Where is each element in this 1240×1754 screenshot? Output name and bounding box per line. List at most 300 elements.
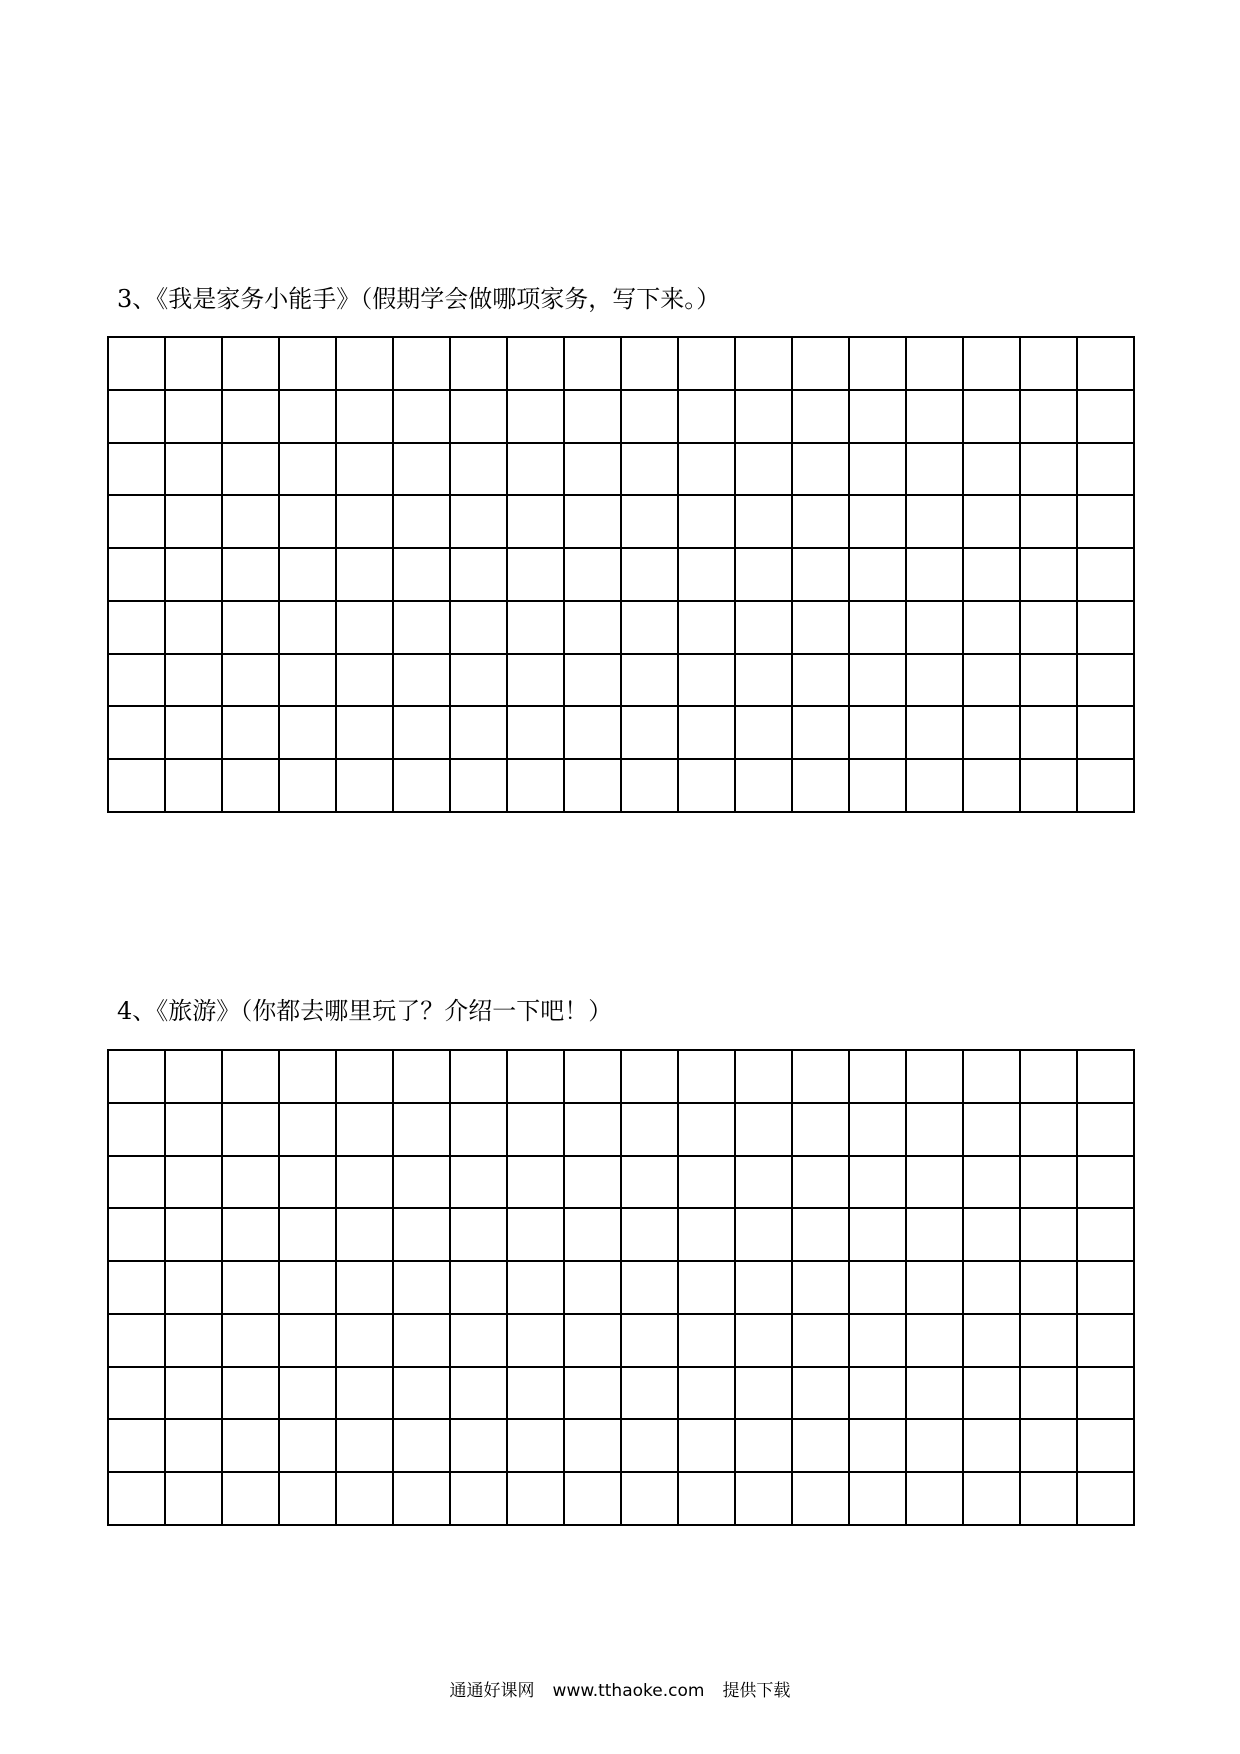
grid-cell[interactable] bbox=[109, 1262, 166, 1315]
grid-cell[interactable] bbox=[964, 444, 1021, 497]
grid-cell[interactable] bbox=[394, 549, 451, 602]
grid-cell[interactable] bbox=[736, 1420, 793, 1473]
grid-cell[interactable] bbox=[907, 1262, 964, 1315]
grid-cell[interactable] bbox=[1021, 655, 1078, 708]
grid-cell[interactable] bbox=[166, 496, 223, 549]
grid-cell[interactable] bbox=[679, 1209, 736, 1262]
grid-cell[interactable] bbox=[1021, 760, 1078, 813]
grid-cell[interactable] bbox=[565, 1209, 622, 1262]
grid-cell[interactable] bbox=[1021, 1051, 1078, 1104]
grid-cell[interactable] bbox=[1021, 1420, 1078, 1473]
grid-cell[interactable] bbox=[337, 1315, 394, 1368]
grid-cell[interactable] bbox=[736, 391, 793, 444]
grid-cell[interactable] bbox=[622, 707, 679, 760]
grid-cell[interactable] bbox=[451, 1420, 508, 1473]
grid-cell[interactable] bbox=[394, 760, 451, 813]
grid-cell[interactable] bbox=[622, 549, 679, 602]
grid-cell[interactable] bbox=[907, 602, 964, 655]
grid-cell[interactable] bbox=[451, 1473, 508, 1526]
grid-cell[interactable] bbox=[850, 1473, 907, 1526]
grid-cell[interactable] bbox=[1078, 1051, 1135, 1104]
grid-cell[interactable] bbox=[1021, 391, 1078, 444]
grid-cell[interactable] bbox=[736, 1157, 793, 1210]
grid-cell[interactable] bbox=[280, 1104, 337, 1157]
grid-cell[interactable] bbox=[508, 1473, 565, 1526]
grid-cell[interactable] bbox=[850, 338, 907, 391]
grid-cell[interactable] bbox=[166, 444, 223, 497]
grid-cell[interactable] bbox=[850, 602, 907, 655]
grid-cell[interactable] bbox=[109, 1157, 166, 1210]
grid-cell[interactable] bbox=[166, 391, 223, 444]
grid-cell[interactable] bbox=[1021, 602, 1078, 655]
grid-cell[interactable] bbox=[451, 444, 508, 497]
grid-cell[interactable] bbox=[622, 444, 679, 497]
grid-cell[interactable] bbox=[109, 1420, 166, 1473]
grid-cell[interactable] bbox=[1078, 496, 1135, 549]
grid-cell[interactable] bbox=[679, 1473, 736, 1526]
grid-cell[interactable] bbox=[679, 655, 736, 708]
grid-cell[interactable] bbox=[622, 602, 679, 655]
grid-cell[interactable] bbox=[964, 1051, 1021, 1104]
grid-cell[interactable] bbox=[1021, 1315, 1078, 1368]
grid-cell[interactable] bbox=[1078, 707, 1135, 760]
grid-cell[interactable] bbox=[850, 1157, 907, 1210]
grid-cell[interactable] bbox=[565, 444, 622, 497]
grid-cell[interactable] bbox=[964, 391, 1021, 444]
grid-cell[interactable] bbox=[622, 1104, 679, 1157]
grid-cell[interactable] bbox=[1021, 1368, 1078, 1421]
grid-cell[interactable] bbox=[793, 1157, 850, 1210]
grid-cell[interactable] bbox=[223, 1262, 280, 1315]
grid-cell[interactable] bbox=[907, 1157, 964, 1210]
grid-cell[interactable] bbox=[850, 1209, 907, 1262]
grid-cell[interactable] bbox=[508, 1262, 565, 1315]
grid-cell[interactable] bbox=[622, 1051, 679, 1104]
grid-cell[interactable] bbox=[964, 760, 1021, 813]
grid-cell[interactable] bbox=[964, 496, 1021, 549]
grid-cell[interactable] bbox=[793, 338, 850, 391]
grid-cell[interactable] bbox=[166, 1315, 223, 1368]
grid-cell[interactable] bbox=[109, 496, 166, 549]
grid-cell[interactable] bbox=[907, 391, 964, 444]
grid-cell[interactable] bbox=[907, 655, 964, 708]
grid-cell[interactable] bbox=[508, 1209, 565, 1262]
grid-cell[interactable] bbox=[394, 1104, 451, 1157]
grid-cell[interactable] bbox=[622, 1262, 679, 1315]
grid-cell[interactable] bbox=[736, 1315, 793, 1368]
grid-cell[interactable] bbox=[565, 1104, 622, 1157]
grid-cell[interactable] bbox=[451, 602, 508, 655]
grid-cell[interactable] bbox=[223, 1473, 280, 1526]
grid-cell[interactable] bbox=[850, 444, 907, 497]
grid-cell[interactable] bbox=[337, 1104, 394, 1157]
grid-cell[interactable] bbox=[907, 496, 964, 549]
grid-cell[interactable] bbox=[1078, 655, 1135, 708]
grid-cell[interactable] bbox=[850, 549, 907, 602]
grid-cell[interactable] bbox=[1078, 1157, 1135, 1210]
grid-cell[interactable] bbox=[736, 1473, 793, 1526]
grid-cell[interactable] bbox=[793, 1473, 850, 1526]
grid-cell[interactable] bbox=[508, 760, 565, 813]
grid-cell[interactable] bbox=[793, 1420, 850, 1473]
grid-cell[interactable] bbox=[451, 1315, 508, 1368]
grid-cell[interactable] bbox=[1078, 391, 1135, 444]
grid-cell[interactable] bbox=[109, 1104, 166, 1157]
grid-cell[interactable] bbox=[337, 444, 394, 497]
grid-cell[interactable] bbox=[679, 1051, 736, 1104]
grid-cell[interactable] bbox=[679, 1420, 736, 1473]
grid-cell[interactable] bbox=[1078, 1420, 1135, 1473]
grid-cell[interactable] bbox=[679, 338, 736, 391]
grid-cell[interactable] bbox=[793, 1104, 850, 1157]
grid-cell[interactable] bbox=[109, 760, 166, 813]
grid-cell[interactable] bbox=[622, 1315, 679, 1368]
grid-cell[interactable] bbox=[109, 391, 166, 444]
grid-cell[interactable] bbox=[109, 655, 166, 708]
grid-cell[interactable] bbox=[679, 1315, 736, 1368]
grid-cell[interactable] bbox=[223, 549, 280, 602]
grid-cell[interactable] bbox=[394, 1420, 451, 1473]
grid-cell[interactable] bbox=[451, 1157, 508, 1210]
grid-cell[interactable] bbox=[964, 338, 1021, 391]
grid-cell[interactable] bbox=[622, 1157, 679, 1210]
grid-cell[interactable] bbox=[223, 1315, 280, 1368]
grid-cell[interactable] bbox=[622, 1473, 679, 1526]
grid-cell[interactable] bbox=[166, 549, 223, 602]
grid-cell[interactable] bbox=[907, 1209, 964, 1262]
grid-cell[interactable] bbox=[850, 655, 907, 708]
grid-cell[interactable] bbox=[223, 760, 280, 813]
grid-cell[interactable] bbox=[907, 707, 964, 760]
grid-cell[interactable] bbox=[736, 444, 793, 497]
grid-cell[interactable] bbox=[280, 1473, 337, 1526]
grid-cell[interactable] bbox=[280, 602, 337, 655]
grid-cell[interactable] bbox=[1078, 338, 1135, 391]
grid-cell[interactable] bbox=[451, 391, 508, 444]
grid-cell[interactable] bbox=[280, 391, 337, 444]
grid-cell[interactable] bbox=[679, 1368, 736, 1421]
grid-cell[interactable] bbox=[736, 707, 793, 760]
grid-cell[interactable] bbox=[679, 496, 736, 549]
grid-cell[interactable] bbox=[964, 707, 1021, 760]
grid-cell[interactable] bbox=[907, 338, 964, 391]
grid-cell[interactable] bbox=[280, 707, 337, 760]
grid-cell[interactable] bbox=[508, 444, 565, 497]
grid-cell[interactable] bbox=[109, 707, 166, 760]
grid-cell[interactable] bbox=[337, 707, 394, 760]
grid-cell[interactable] bbox=[736, 549, 793, 602]
grid-cell[interactable] bbox=[451, 760, 508, 813]
grid-cell[interactable] bbox=[850, 1104, 907, 1157]
grid-cell[interactable] bbox=[1078, 1262, 1135, 1315]
grid-cell[interactable] bbox=[451, 1209, 508, 1262]
grid-cell[interactable] bbox=[565, 655, 622, 708]
grid-cell[interactable] bbox=[280, 1262, 337, 1315]
grid-cell[interactable] bbox=[622, 391, 679, 444]
grid-cell[interactable] bbox=[223, 496, 280, 549]
grid-cell[interactable] bbox=[1078, 1209, 1135, 1262]
grid-cell[interactable] bbox=[109, 1209, 166, 1262]
grid-cell[interactable] bbox=[907, 549, 964, 602]
grid-cell[interactable] bbox=[964, 1315, 1021, 1368]
grid-cell[interactable] bbox=[508, 1051, 565, 1104]
grid-cell[interactable] bbox=[109, 1315, 166, 1368]
grid-cell[interactable] bbox=[280, 1157, 337, 1210]
grid-cell[interactable] bbox=[223, 1209, 280, 1262]
grid-cell[interactable] bbox=[109, 1051, 166, 1104]
grid-cell[interactable] bbox=[166, 1262, 223, 1315]
grid-cell[interactable] bbox=[337, 1051, 394, 1104]
grid-cell[interactable] bbox=[565, 549, 622, 602]
grid-cell[interactable] bbox=[565, 602, 622, 655]
grid-cell[interactable] bbox=[166, 1473, 223, 1526]
grid-cell[interactable] bbox=[223, 1157, 280, 1210]
grid-cell[interactable] bbox=[565, 760, 622, 813]
grid-cell[interactable] bbox=[394, 391, 451, 444]
grid-cell[interactable] bbox=[1078, 1104, 1135, 1157]
grid-cell[interactable] bbox=[793, 602, 850, 655]
grid-cell[interactable] bbox=[622, 338, 679, 391]
grid-cell[interactable] bbox=[166, 1104, 223, 1157]
grid-cell[interactable] bbox=[451, 496, 508, 549]
grid-cell[interactable] bbox=[565, 338, 622, 391]
grid-cell[interactable] bbox=[793, 1209, 850, 1262]
grid-cell[interactable] bbox=[166, 602, 223, 655]
grid-cell[interactable] bbox=[907, 1420, 964, 1473]
grid-cell[interactable] bbox=[1078, 602, 1135, 655]
grid-cell[interactable] bbox=[679, 1104, 736, 1157]
grid-cell[interactable] bbox=[736, 760, 793, 813]
grid-cell[interactable] bbox=[337, 1368, 394, 1421]
footer-url[interactable]: www.tthaoke.com bbox=[552, 1681, 705, 1701]
grid-cell[interactable] bbox=[508, 707, 565, 760]
grid-cell[interactable] bbox=[1078, 1368, 1135, 1421]
grid-cell[interactable] bbox=[280, 1315, 337, 1368]
grid-cell[interactable] bbox=[451, 707, 508, 760]
grid-cell[interactable] bbox=[679, 602, 736, 655]
grid-cell[interactable] bbox=[679, 444, 736, 497]
grid-cell[interactable] bbox=[394, 602, 451, 655]
grid-cell[interactable] bbox=[280, 338, 337, 391]
grid-cell[interactable] bbox=[508, 496, 565, 549]
grid-cell[interactable] bbox=[1078, 1473, 1135, 1526]
grid-cell[interactable] bbox=[223, 602, 280, 655]
grid-cell[interactable] bbox=[850, 391, 907, 444]
grid-cell[interactable] bbox=[1021, 496, 1078, 549]
grid-cell[interactable] bbox=[166, 338, 223, 391]
grid-cell[interactable] bbox=[1021, 338, 1078, 391]
grid-cell[interactable] bbox=[736, 1262, 793, 1315]
grid-cell[interactable] bbox=[565, 1420, 622, 1473]
grid-cell[interactable] bbox=[565, 391, 622, 444]
grid-cell[interactable] bbox=[508, 338, 565, 391]
grid-cell[interactable] bbox=[793, 760, 850, 813]
grid-cell[interactable] bbox=[964, 549, 1021, 602]
grid-cell[interactable] bbox=[223, 1104, 280, 1157]
grid-cell[interactable] bbox=[508, 1157, 565, 1210]
grid-cell[interactable] bbox=[679, 707, 736, 760]
grid-cell[interactable] bbox=[1021, 444, 1078, 497]
grid-cell[interactable] bbox=[850, 1315, 907, 1368]
grid-cell[interactable] bbox=[394, 1262, 451, 1315]
grid-cell[interactable] bbox=[565, 707, 622, 760]
grid-cell[interactable] bbox=[451, 1051, 508, 1104]
grid-cell[interactable] bbox=[337, 602, 394, 655]
grid-cell[interactable] bbox=[337, 1420, 394, 1473]
grid-cell[interactable] bbox=[850, 496, 907, 549]
grid-cell[interactable] bbox=[1021, 1262, 1078, 1315]
grid-cell[interactable] bbox=[280, 549, 337, 602]
grid-cell[interactable] bbox=[907, 1104, 964, 1157]
grid-cell[interactable] bbox=[850, 760, 907, 813]
grid-cell[interactable] bbox=[337, 1209, 394, 1262]
grid-cell[interactable] bbox=[907, 1473, 964, 1526]
grid-cell[interactable] bbox=[964, 1473, 1021, 1526]
grid-cell[interactable] bbox=[565, 1051, 622, 1104]
grid-cell[interactable] bbox=[736, 602, 793, 655]
grid-cell[interactable] bbox=[280, 496, 337, 549]
grid-cell[interactable] bbox=[109, 1368, 166, 1421]
grid-cell[interactable] bbox=[394, 338, 451, 391]
grid-cell[interactable] bbox=[1021, 1104, 1078, 1157]
grid-cell[interactable] bbox=[964, 1368, 1021, 1421]
grid-cell[interactable] bbox=[964, 1157, 1021, 1210]
grid-cell[interactable] bbox=[394, 1051, 451, 1104]
grid-cell[interactable] bbox=[1021, 707, 1078, 760]
grid-cell[interactable] bbox=[736, 1104, 793, 1157]
grid-cell[interactable] bbox=[451, 549, 508, 602]
grid-cell[interactable] bbox=[451, 1104, 508, 1157]
grid-cell[interactable] bbox=[1078, 444, 1135, 497]
grid-cell[interactable] bbox=[622, 1420, 679, 1473]
grid-cell[interactable] bbox=[565, 496, 622, 549]
writing-grid-question-3[interactable] bbox=[107, 336, 1135, 813]
grid-cell[interactable] bbox=[280, 1420, 337, 1473]
grid-cell[interactable] bbox=[508, 655, 565, 708]
grid-cell[interactable] bbox=[223, 1051, 280, 1104]
grid-cell[interactable] bbox=[280, 1051, 337, 1104]
grid-cell[interactable] bbox=[793, 391, 850, 444]
grid-cell[interactable] bbox=[565, 1473, 622, 1526]
grid-cell[interactable] bbox=[337, 549, 394, 602]
grid-cell[interactable] bbox=[736, 655, 793, 708]
writing-grid-question-4[interactable] bbox=[107, 1049, 1135, 1526]
grid-cell[interactable] bbox=[565, 1157, 622, 1210]
grid-cell[interactable] bbox=[337, 338, 394, 391]
grid-cell[interactable] bbox=[964, 655, 1021, 708]
grid-cell[interactable] bbox=[679, 549, 736, 602]
grid-cell[interactable] bbox=[907, 444, 964, 497]
grid-cell[interactable] bbox=[964, 602, 1021, 655]
grid-cell[interactable] bbox=[109, 549, 166, 602]
grid-cell[interactable] bbox=[565, 1315, 622, 1368]
grid-cell[interactable] bbox=[622, 1209, 679, 1262]
grid-cell[interactable] bbox=[793, 1051, 850, 1104]
grid-cell[interactable] bbox=[508, 391, 565, 444]
grid-cell[interactable] bbox=[793, 444, 850, 497]
grid-cell[interactable] bbox=[736, 1209, 793, 1262]
grid-cell[interactable] bbox=[280, 1209, 337, 1262]
grid-cell[interactable] bbox=[223, 391, 280, 444]
grid-cell[interactable] bbox=[166, 1051, 223, 1104]
grid-cell[interactable] bbox=[451, 338, 508, 391]
grid-cell[interactable] bbox=[337, 1473, 394, 1526]
grid-cell[interactable] bbox=[793, 1262, 850, 1315]
grid-cell[interactable] bbox=[508, 602, 565, 655]
grid-cell[interactable] bbox=[793, 1368, 850, 1421]
grid-cell[interactable] bbox=[679, 1262, 736, 1315]
grid-cell[interactable] bbox=[451, 1368, 508, 1421]
grid-cell[interactable] bbox=[736, 338, 793, 391]
grid-cell[interactable] bbox=[1021, 549, 1078, 602]
grid-cell[interactable] bbox=[679, 1157, 736, 1210]
grid-cell[interactable] bbox=[907, 760, 964, 813]
grid-cell[interactable] bbox=[622, 760, 679, 813]
grid-cell[interactable] bbox=[964, 1104, 1021, 1157]
grid-cell[interactable] bbox=[850, 1262, 907, 1315]
grid-cell[interactable] bbox=[223, 1420, 280, 1473]
grid-cell[interactable] bbox=[280, 655, 337, 708]
grid-cell[interactable] bbox=[166, 655, 223, 708]
grid-cell[interactable] bbox=[223, 707, 280, 760]
grid-cell[interactable] bbox=[280, 760, 337, 813]
grid-cell[interactable] bbox=[679, 760, 736, 813]
grid-cell[interactable] bbox=[394, 707, 451, 760]
grid-cell[interactable] bbox=[166, 1209, 223, 1262]
grid-cell[interactable] bbox=[166, 1157, 223, 1210]
grid-cell[interactable] bbox=[337, 655, 394, 708]
grid-cell[interactable] bbox=[337, 760, 394, 813]
grid-cell[interactable] bbox=[1021, 1157, 1078, 1210]
grid-cell[interactable] bbox=[394, 1315, 451, 1368]
grid-cell[interactable] bbox=[508, 1104, 565, 1157]
grid-cell[interactable] bbox=[736, 1368, 793, 1421]
grid-cell[interactable] bbox=[793, 655, 850, 708]
grid-cell[interactable] bbox=[793, 1315, 850, 1368]
grid-cell[interactable] bbox=[1021, 1473, 1078, 1526]
grid-cell[interactable] bbox=[565, 1262, 622, 1315]
grid-cell[interactable] bbox=[223, 338, 280, 391]
grid-cell[interactable] bbox=[508, 1315, 565, 1368]
grid-cell[interactable] bbox=[280, 1368, 337, 1421]
grid-cell[interactable] bbox=[736, 496, 793, 549]
grid-cell[interactable] bbox=[109, 444, 166, 497]
grid-cell[interactable] bbox=[394, 1209, 451, 1262]
grid-cell[interactable] bbox=[1078, 549, 1135, 602]
grid-cell[interactable] bbox=[223, 1368, 280, 1421]
grid-cell[interactable] bbox=[850, 707, 907, 760]
grid-cell[interactable] bbox=[907, 1051, 964, 1104]
grid-cell[interactable] bbox=[964, 1420, 1021, 1473]
grid-cell[interactable] bbox=[166, 1368, 223, 1421]
grid-cell[interactable] bbox=[109, 338, 166, 391]
grid-cell[interactable] bbox=[223, 655, 280, 708]
grid-cell[interactable] bbox=[280, 444, 337, 497]
grid-cell[interactable] bbox=[907, 1315, 964, 1368]
grid-cell[interactable] bbox=[337, 1262, 394, 1315]
grid-cell[interactable] bbox=[964, 1209, 1021, 1262]
grid-cell[interactable] bbox=[1078, 1315, 1135, 1368]
grid-cell[interactable] bbox=[1078, 760, 1135, 813]
grid-cell[interactable] bbox=[508, 1420, 565, 1473]
grid-cell[interactable] bbox=[850, 1368, 907, 1421]
grid-cell[interactable] bbox=[337, 391, 394, 444]
grid-cell[interactable] bbox=[223, 444, 280, 497]
grid-cell[interactable] bbox=[907, 1368, 964, 1421]
grid-cell[interactable] bbox=[166, 1420, 223, 1473]
grid-cell[interactable] bbox=[736, 1051, 793, 1104]
grid-cell[interactable] bbox=[793, 707, 850, 760]
